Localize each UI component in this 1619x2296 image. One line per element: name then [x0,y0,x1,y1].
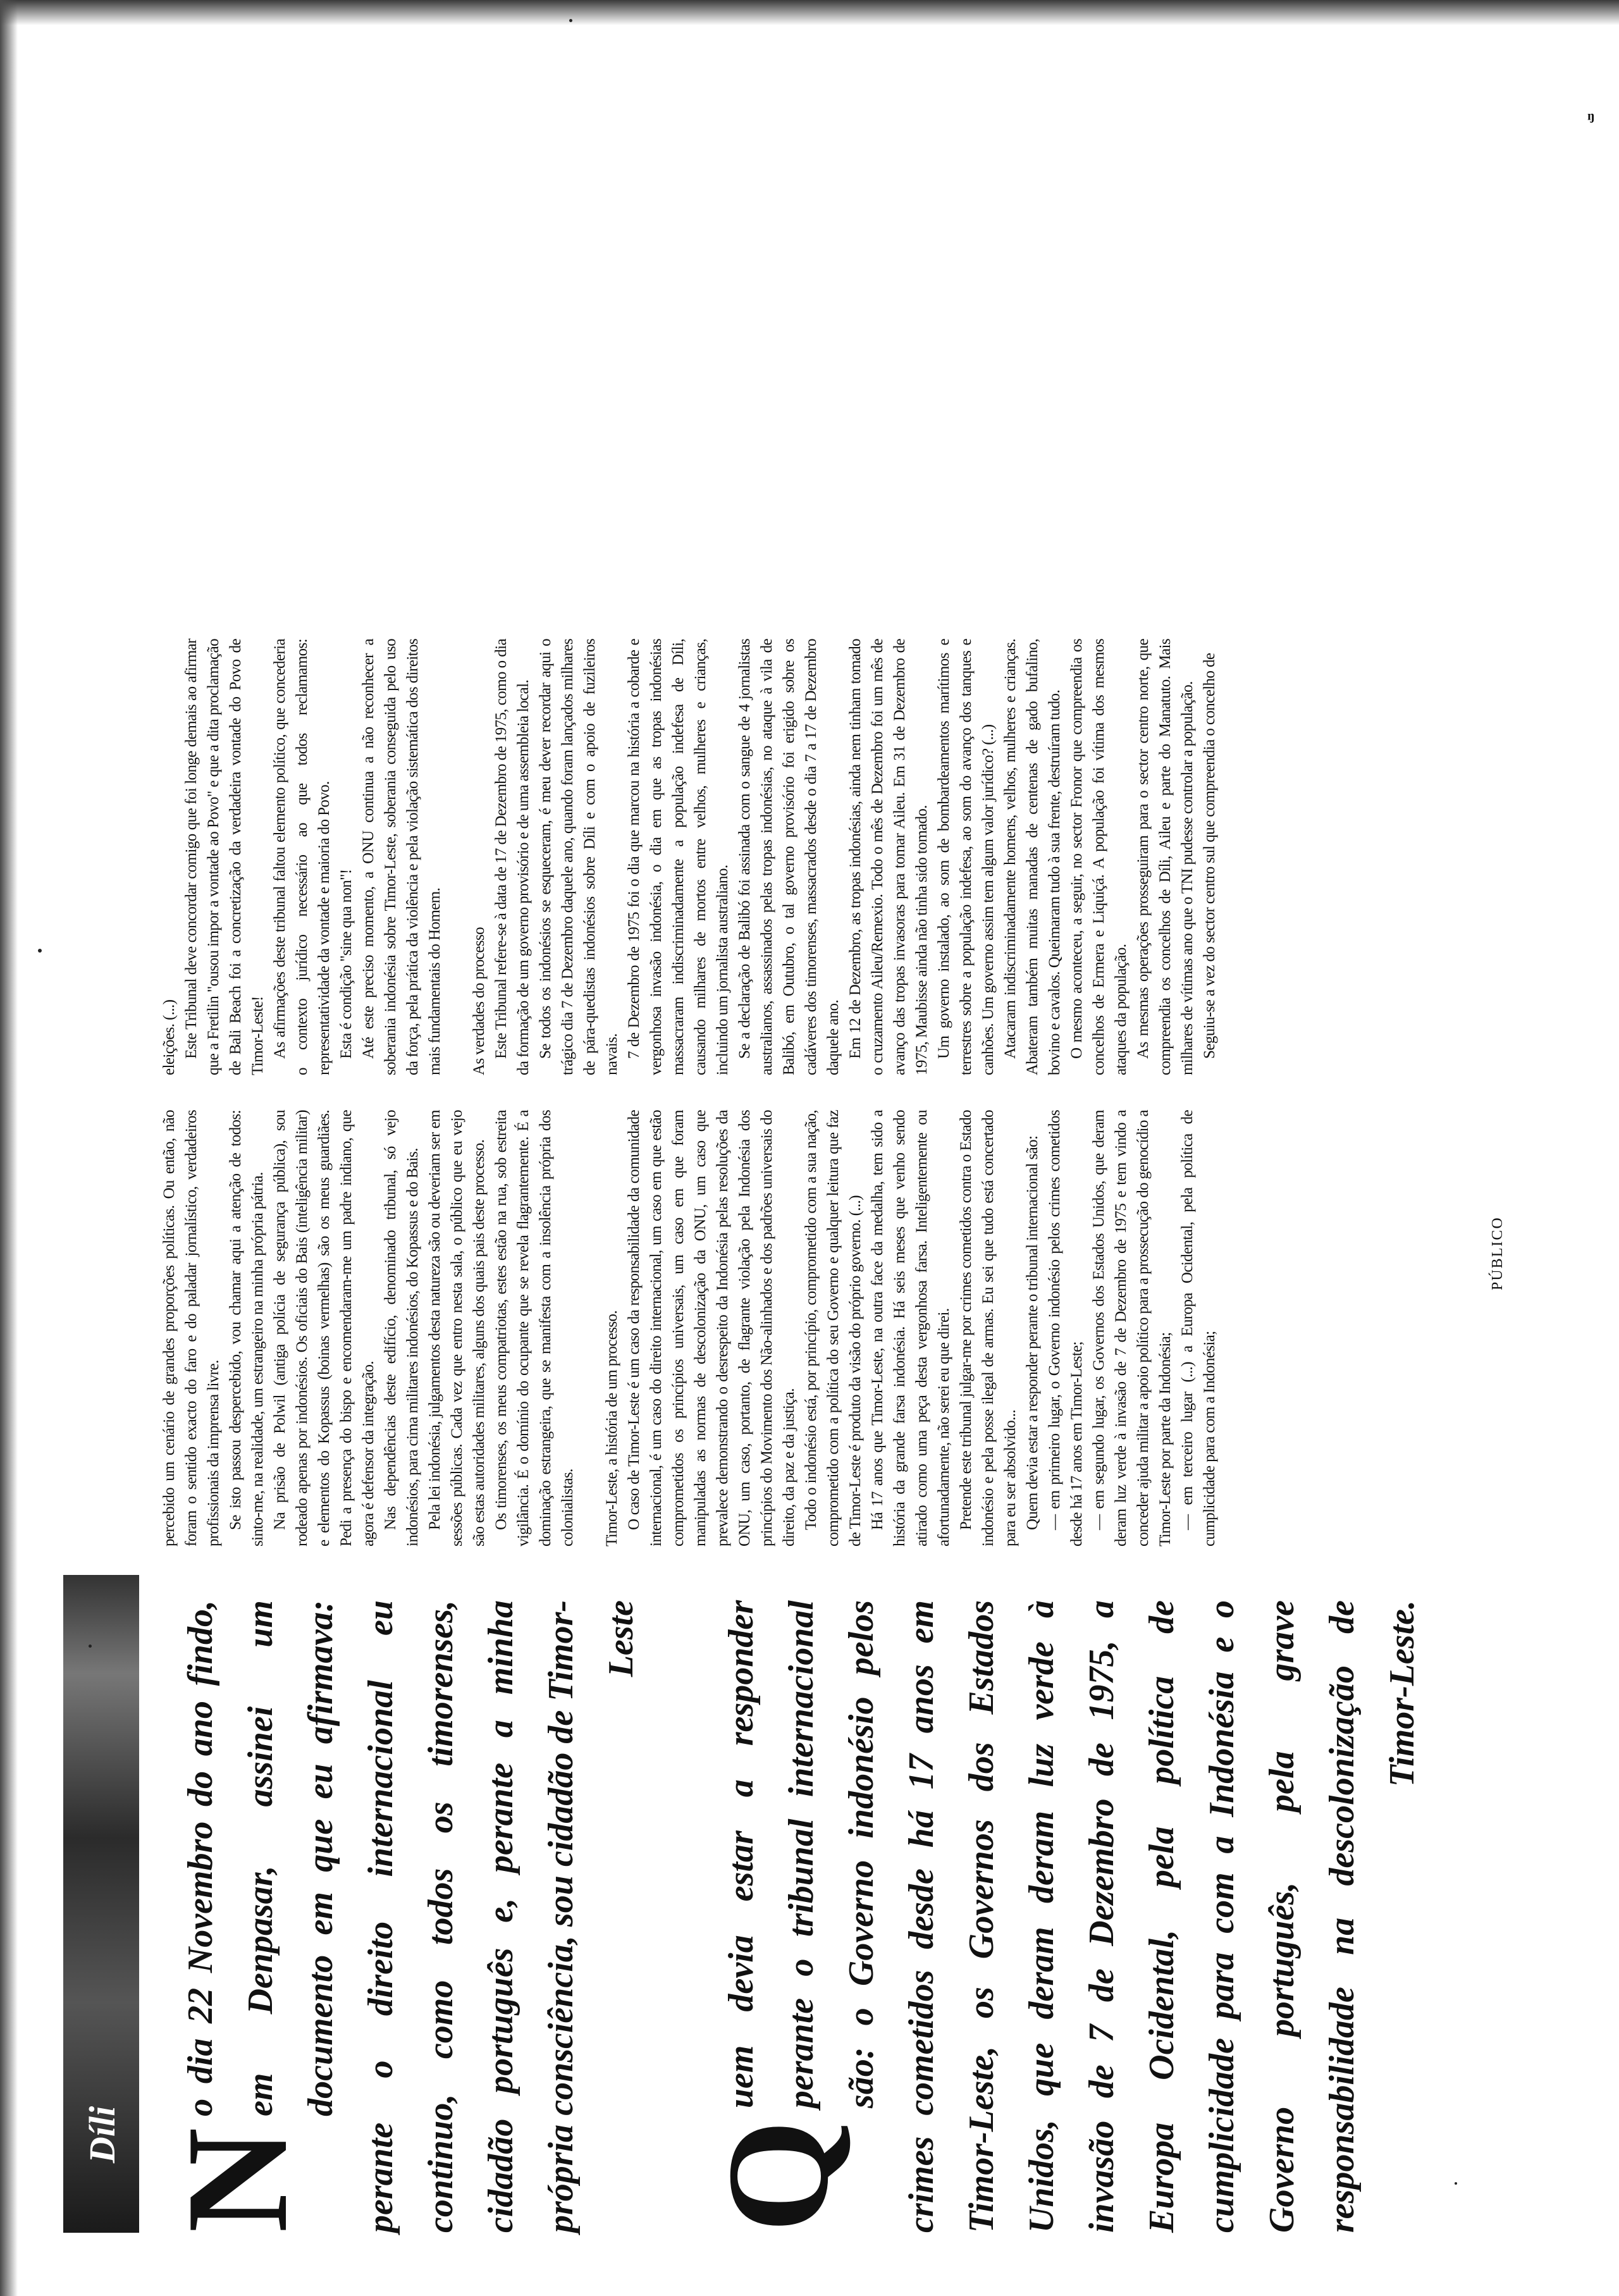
col2-paragraph: Se todos os indonésios se esqueceram, é meu dever recordar aqui o trágico dia 7 de Dezembro daquele ano, quando foram lançados milhares de pára-quedistas indonésios sobre Díli e com o apoio de fuzileiros navais. [537,639,620,1075]
col1-paragraph: — em primeiro lugar, o Governo indonésio pelos crimes cometidos desde há 17 anos em Timor-Leste; [1046,1110,1085,1546]
dropcap-q: Q [697,2120,858,2233]
text-column-2 [158,639,1221,1075]
col1-paragraph: Quem devia estar a responder perante o tribunal internacional são: [1024,1135,1041,1530]
dropcap-n: N [156,2127,317,2233]
col1-paragraph: Pela lei indonésia, julgamentos desta natureza são ou deveriam ser em sessões públicas. Cada vez que entro nesta sala, o público que eu vejo são estas autoridades militares, alguns dos quais pais deste processo. [426,1110,488,1546]
col2-paragraph: As verdades do processo [471,927,488,1075]
col1-paragraph: Os timorenses, os meus compatriotas, estes estão na rua, sob estreita vigilância. É o domínio do ocupante que se revela flagrantemente. É a dominação estrangeira, que se manifesta com a insolência própria dos colonialistas. [493,1110,576,1546]
scan-speck [38,949,42,953]
newspaper-footer: PÚBLICO [1489,1216,1506,1290]
photo-caption: Díli [82,2106,123,2163]
lead-quote-2: Q uem devia estar a responder perante o tribunal internacional são: o Governo indonésio pelos crimes cometidos desde há 17 anos em Timor-Leste, os Governos dos Estados Unidos, que deram deram luz verde à invasão de 7 de Dezembro de 1975, a Europa Ocidental, pela política de cumplicidade para com a Indonésia e o Governo português, pela grave responsabilidade na descolonização de Timor-Leste. [697,1600,1422,2233]
col2-paragraph: Esta é condição "sine qua non"! [338,869,355,1059]
col1-paragraph: — em segundo lugar, os Governos dos Estados Unidos, que deram deram luz verde à invasão de 7 de Dezembro de 1975 e tem vindo a conceder ajuda militar a apoio político para a prossecução do genocídio a Timor-Leste por parte da Indonésia; [1090,1110,1174,1546]
col1-paragraph: — em terceiro lugar (...) a Europa Ocidental, pela política de cumplicidade para com a Indonésia; [1179,1110,1218,1546]
header-photo [63,1575,139,2233]
col1-paragraph: Há 17 anos que Timor-Leste, na outra face da medalha, tem sido a história da grande farsa indonésia. Há seis meses que venho sendo atirado como uma peça desta vergonhosa farsa. Inteligentemente ou afortunadamente, não serei eu que direi. [869,1110,952,1546]
rotated-newspaper-page [63,63,1556,2233]
col1-paragraph: Todo o indonésio está, por princípio, comprometido com a sua nação, comprometido com a política do seu Governo e qualquer leitura que faz de Timor-Leste é produto da visão do próprio governo. (...) [803,1110,864,1546]
col2-paragraph: Se a declaração de Balibó foi assinada com o sangue de 4 jornalistas australianos, assassinados pelas tropas indonésias, no ataque à vila de Balibó, em Outubro, o tal governo provisório foi erigido sobre os cadáveres dos timorenses, massacrados desde o dia 7 a 17 de Dezembro daquele ano. [736,639,842,1075]
col2-paragraph: As mesmas operações prosseguiram para o sector centro norte, que compreendia os concelhos de Díli, Aileu e parte do Manatuto. Mais milhares de vítimas ano que o TNI pudesse controlar a população. [1135,639,1196,1075]
col2-paragraph: Seguiu-se a vez do sector centro sul que compreendia o concelho de [1201,653,1218,1059]
col2-paragraph: eleições. (...) [161,999,178,1075]
col2-paragraph: Até este preciso momento, a ONU continua a não reconhecer a soberania indonésia sobre Timor-Leste, soberania conseguida pelo uso da força, pela prática da violência e pela violação sistemática dos direitos mais fundamentais do Homem. [360,639,443,1075]
scan-speck [1455,2182,1457,2185]
scan-speck [89,1645,92,1648]
scan-shadow-top [0,0,1619,25]
col1-paragraph: Se isto passou despercebido, vou chamar aqui a atenção de todos: sinto-me, na realidade, um estrangeiro na minha própria pátria. [227,1110,266,1546]
col2-paragraph: Em 12 de Dezembro, as tropas indonésias, ainda nem tinham tomado o cruzamento Aileu/Remexio. Todo o mês de Dezembro foi um mês de avanço das tropas invasoras para tomar Aileu. Em 31 de Dezembro de 1975, Maubisse ainda não tinha sido tomado. [847,639,930,1075]
scan-shadow-left [0,0,18,2296]
col1-paragraph: Pretende este tribunal julgar-me por crimes cometidos contra o Estado indonésio e pela posse ilegal de armas. Eu sei que tudo está concertado para eu ser absolvido... [957,1110,1019,1546]
col2-paragraph: Este Tribunal refere-se à data de 17 de Dezembro de 1975, como o dia da formação de um governo provisório e de uma assembleia local. [493,639,532,1075]
col2-paragraph: O mesmo aconteceu, a seguir, no sector Fronor que compreendia os concelhos de Ermera e Liquiçá. A população foi vítima dos mesmos ataques da população. [1068,639,1130,1075]
col2-paragraph: Este Tribunal deve concordar comigo que foi longe demais ao afirmar que a Fretilin "ousou impor a vontade ao Povo" e que a dita proclamação de Bali Beach foi a concretização da verdadeira vontade do Povo de Timor-Leste! [183,639,266,1075]
col1-paragraph: Nas dependências deste edifício, denominado tribunal, só vejo indonésios, para cima militares indonésios, do Kopassus e do Bais. [382,1110,421,1546]
col2-paragraph: 7 de Dezembro de 1975 foi o dia que marcou na história a cobarde e vergonhosa invasão indonésia, o dia em que as tropas indonésias massacraram indiscriminadamente a população indefesa de Díli, causando milhares de mortos entre velhos, mulheres e crianças, incluindo um jornalista australiano. [625,639,731,1075]
scan-speck [569,19,572,22]
page-corner-mark: ᵑ [1587,108,1594,131]
col1-paragraph: O caso de Timor-Leste é um caso da responsabilidade da comunidade internacional, é um caso do direito internacional, um caso em que estão comprometidos os princípios universais, um caso em que foram manipuladas as normas de descolonização da ONU, um caso que prevalece demonstrando o desrespeito da Indonésia pelas resoluções da ONU, um caso, portanto, de flagrante violação pela Indonésia dos princípios do Movimento dos Não-alinhados e dos padrões universais do direito, da paz e da justiça. [625,1110,797,1546]
col1-paragraph: Timor-Leste, a história de um processo. [603,1310,620,1546]
lead-quotes [156,1600,1493,2233]
text-column-1 [158,1110,1221,1546]
lead-quote-1: N o dia 22 Novembro do ano findo, em Denpasar, assinei um documento em que eu afirmava: perante o direito internacional eu continuo, como todos os timorenses, cidadão português e, perante a minha própria consciência, sou cidadão de Timor-Leste [156,1600,641,2233]
col2-paragraph: As afirmações deste tribunal faltou elemento político, que concederia o contexto jurídico necessário ao que todos reclamamos: representatividade da vontade e maioria do Povo. [271,639,333,1075]
col1-paragraph: percebido um cenário de grandes proporções políticas. Ou então, não foram o sentido exacto do faro e do paladar jornalístico, verdadeiros profissionais da imprensa livre. [161,1110,222,1546]
col1-paragraph: Na prisão de Polwil (antiga polícia de segurança pública), sou rodeado apenas por indonésios. Os oficiais do Bais (inteligência militar) e elementos do Kopassus (boinas vermelhas) são os meus guardiães. Pedi a presença do bispo e encomendaram-me um padre indiano, que agora é defensor da integração. [271,1110,377,1546]
col2-paragraph: Um governo instalado, ao som de bombardeamentos marítimos e terrestres sobre a população indefesa, ao som do avanço dos tanques e canhões. Um governo assim tem algum valor jurídico? (...) [935,639,997,1075]
col2-paragraph: Atacaram indiscriminadamente homens, velhos, mulheres e crianças. Abateram também muitas manadas de centenas de gado bufalino, bovino e cavalos. Queimaram tudo à sua frente, destruíram tudo. [1002,639,1063,1075]
